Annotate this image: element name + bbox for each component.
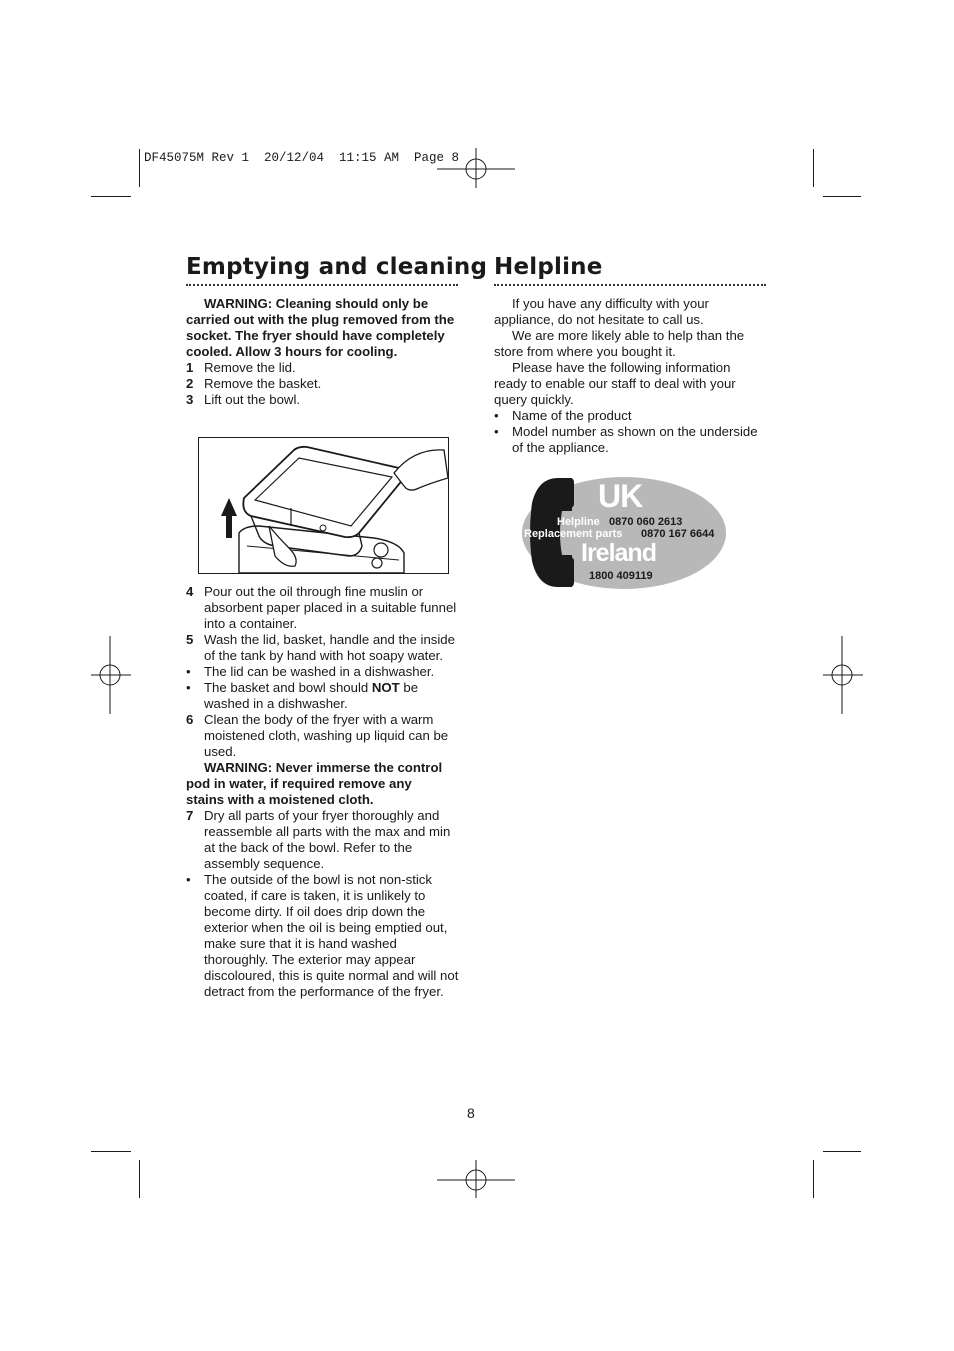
logo-parts-number: 0870 167 6644 xyxy=(641,528,715,540)
emptying-column-bottom xyxy=(186,584,460,1000)
crop-mark xyxy=(91,196,131,197)
page-number: 8 xyxy=(467,1105,475,1121)
bowl-removal-illustration xyxy=(198,437,449,574)
print-slug: DF45075M Rev 1 20/12/04 11:15 AM Page 8 xyxy=(144,151,460,165)
step-item: 5 Wash the lid, basket, handle and the inside of the tank by hand with hot soapy water. xyxy=(186,632,455,663)
crop-mark xyxy=(91,1151,131,1152)
title-rule xyxy=(186,284,458,286)
registration-mark-icon xyxy=(823,636,863,714)
helpline-paragraph: We are more likely able to help than the store from where you bought it. xyxy=(494,328,745,359)
warning-control-pod: WARNING: Never immerse the control pod in water, if required remove any stains with a moistened cloth. xyxy=(186,760,443,807)
crop-mark xyxy=(139,149,140,187)
bullet-item: • The lid can be washed in a dishwasher. xyxy=(186,664,435,679)
step-item: 6 Clean the body of the fryer with a warm moistened cloth, washing up liquid can be used. xyxy=(186,712,449,759)
helpline-column xyxy=(494,296,764,456)
step-item: 1 Remove the lid. xyxy=(186,360,296,375)
bullet-item: • The basket and bowl should NOT be washed in a dishwasher. xyxy=(186,680,419,711)
logo-ireland-number: 1800 409119 xyxy=(589,570,653,582)
bullet-item: • Model number as shown on the underside of the appliance. xyxy=(494,424,758,455)
title-rule xyxy=(494,284,766,286)
section-title-helpline: Helpline xyxy=(494,254,603,280)
crop-mark xyxy=(813,1160,814,1198)
helpline-paragraph: Please have the following information ready to enable our staff to deal with your query quickly. xyxy=(494,360,736,407)
registration-mark-icon xyxy=(91,636,131,714)
step-item: 4 Pour out the oil through fine muslin or absorbent paper placed in a suitable funnel into a container. xyxy=(186,584,457,631)
helpline-logo xyxy=(518,473,728,591)
logo-helpline-number: 0870 060 2613 xyxy=(609,516,683,528)
crop-mark xyxy=(823,1151,861,1152)
logo-helpline-label: Helpline xyxy=(557,516,600,528)
warning-cleaning: WARNING: Cleaning should only be carried out with the plug removed from the socket. The fryer should have completely cooled. Allow 3 hours for cooling. xyxy=(186,296,455,359)
emptying-column-top xyxy=(186,296,460,408)
step-item: 7 Dry all parts of your fryer thoroughly and reassemble all parts with the max and min at the back of the bowl. Refer to the assembly sequence. xyxy=(186,808,451,871)
logo-uk: UK xyxy=(598,478,643,514)
section-title-emptying: Emptying and cleaning xyxy=(186,254,488,280)
step-item: 2 Remove the basket. xyxy=(186,376,322,391)
bullet-item: • Name of the product xyxy=(494,408,632,423)
logo-parts-label: Replacement parts xyxy=(524,528,623,540)
crop-mark xyxy=(813,149,814,187)
logo-ireland: Ireland xyxy=(581,539,656,567)
step-item: 3 Lift out the bowl. xyxy=(186,392,301,407)
crop-mark xyxy=(139,1160,140,1198)
helpline-paragraph: If you have any difficulty with your appliance, do not hesitate to call us. xyxy=(494,296,709,327)
lift-bowl-icon xyxy=(199,438,448,573)
registration-mark-icon xyxy=(437,1160,517,1200)
bullet-item: • The outside of the bowl is not non-stick coated, if care is taken, it is unlikely to become dirty. If oil does drip down the exterior when the oil is being emptied out, make sure that it is hand washed thoroughly. The exterior may appear discoloured, this is quite normal and will not detract from the performance of the fryer. xyxy=(186,872,459,999)
crop-mark xyxy=(823,196,861,197)
